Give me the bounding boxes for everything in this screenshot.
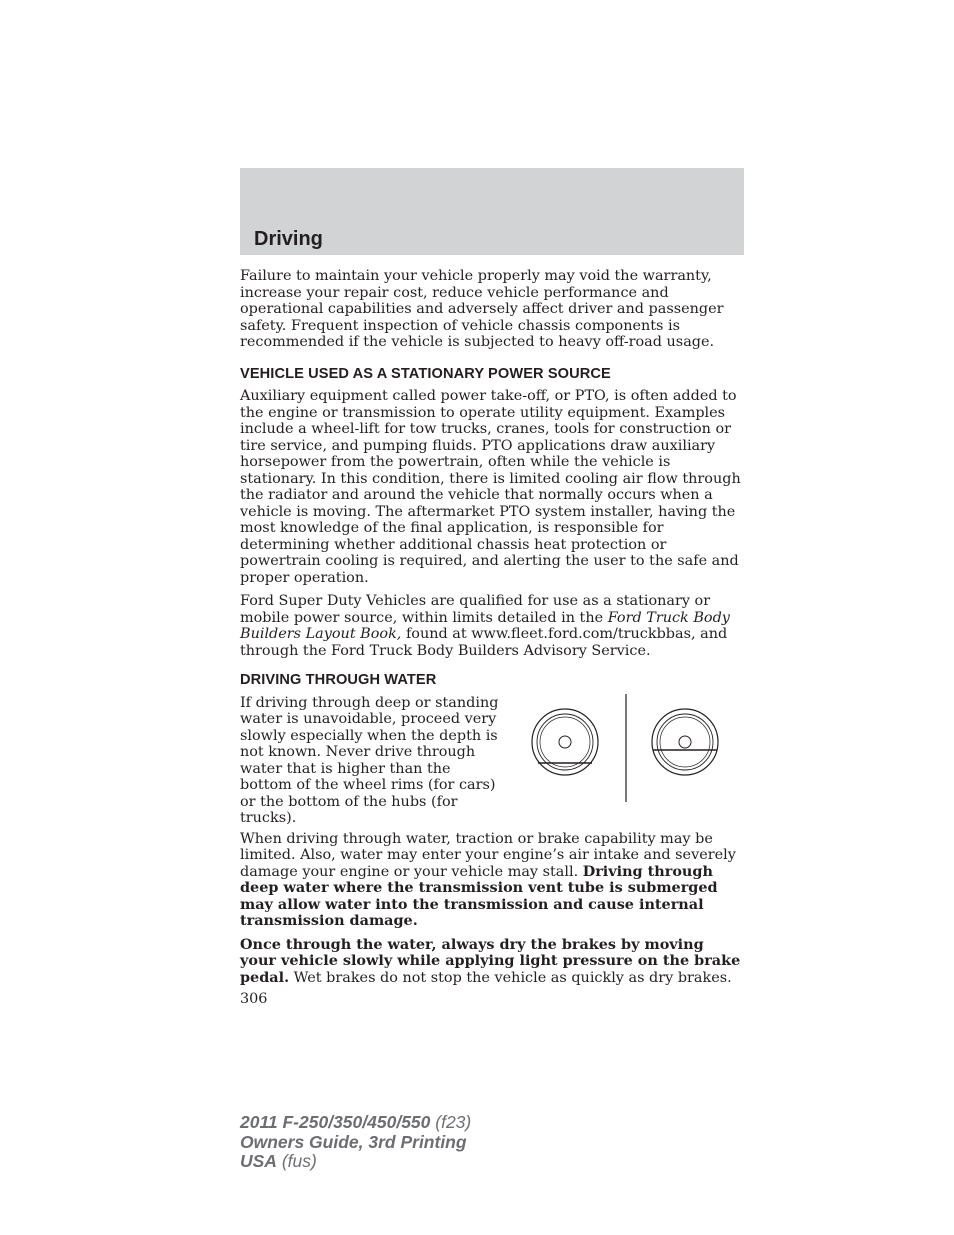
heading-driving-through-water: DRIVING THROUGH WATER (240, 672, 437, 688)
footer-line-model: 2011 F-250/350/450/550 (f23) (240, 1112, 472, 1132)
traction-paragraph (240, 831, 744, 930)
vent-tube-warning: Driving through deep water where the transmission vent tube is submerged may allow water into the transmission and cause internal transmission damage. (240, 862, 718, 929)
water-depth-paragraph: If driving through deep or standing water is unavoidable, proceed very slowly especially when the depth is not known. Never drive through water that is higher than the bottom of the wheel rims (for cars) or the bottom of the hubs (for trucks). (240, 694, 499, 826)
layout-book-title: Ford Truck Body Builders Layout Book, (240, 609, 730, 642)
brakes-paragraph (240, 937, 744, 987)
pto-paragraph: Auxiliary equipment called power take-off, or PTO, is often added to the engine or transmission to operate utility equipment. Examples include a wheel-lift for tow trucks, cranes, tools for construction or tire service, and pumping fluids. PTO applications draw auxiliary horsepower from the powertrain, often while the vehicle is stationary. In this condition, there is limited cooling air flow through the radiator and around the vehicle that normally occurs when a vehicle is moving. The aftermarket PTO system installer, having the most knowledge of the final application, is responsible for determining whether additional chassis heat protection or powertrain cooling is required, and alerting the user to the safe and proper operation. (240, 388, 741, 586)
page-number: 306 (240, 991, 268, 1007)
footer-line-guide: Owners Guide, 3rd Printing (240, 1131, 467, 1152)
wet-brakes-text: Wet brakes do not stop the vehicle as quickly as dry brakes. (289, 969, 732, 986)
footer-line-region: USA (fus) (240, 1151, 317, 1171)
intro-paragraph: Failure to maintain your vehicle properly may void the warranty, increase your repair cost, reduce vehicle performance and operational capabilities and adversely affect driver and passenger safety. Frequent inspection of vehicle chassis components is recommended if the vehicle is subjected to heavy off-road usage. (240, 268, 724, 350)
car-wheel-illustration (532, 709, 598, 775)
super-duty-text-a: Ford Super Duty Vehicles are qualified for use as a stationary or mobile power source, within limits detailed in the (240, 593, 711, 626)
super-duty-paragraph (240, 593, 744, 659)
heading-stationary-power: VEHICLE USED AS A STATIONARY POWER SOURCE (240, 365, 611, 382)
document-footer (240, 1113, 471, 1172)
traction-text: When driving through water, traction or brake capability may be limited. Also, water may enter your engine’s air intake and severely damage your engine or your vehicle may stall. (240, 830, 736, 880)
dry-brakes-warning: Once through the water, always dry the brakes by moving your vehicle slowly while applying light pressure on the brake pedal. (240, 935, 741, 986)
section-header-band (240, 168, 744, 255)
page-content (240, 268, 744, 1008)
section-title: Driving (254, 228, 323, 250)
truck-wheel-illustration (652, 709, 718, 775)
water-depth-illustration (528, 694, 728, 806)
water-row (240, 695, 744, 831)
super-duty-text-b: found at www.fleet.ford.com/truckbbas, and through the Ford Truck Body Builders Advisory Service. (240, 626, 728, 659)
